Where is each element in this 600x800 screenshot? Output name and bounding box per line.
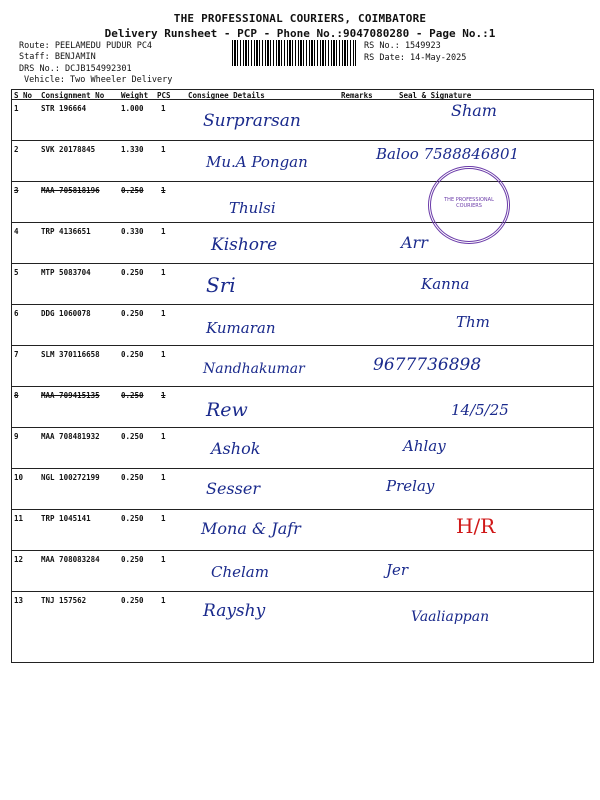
col-header-seal-signature: Seal & Signature [399,91,472,100]
row-7-signature: 9677736898 [373,355,482,375]
row-1-signature: Sham [451,101,497,120]
row-4-consignment: TRP 4136651 [41,227,91,236]
col-header-remarks: Remarks [341,91,373,100]
row-10-pcs: 1 [161,473,166,482]
barcode [232,40,356,66]
row-5-consignment: MTP 5083704 [41,268,91,277]
row-10-consignment: NGL 100272199 [41,473,100,482]
row-5-weight: 0.250 [121,268,144,277]
row-13-signature: Vaaliappan [411,609,490,625]
row-8-signature: 14/5/25 [451,401,509,419]
col-header-consignment: Consignment No [41,91,105,100]
row-2-weight: 1.330 [121,145,144,154]
row-8-pcs: 1 [161,391,166,400]
row-12-signature: Jer [386,561,409,579]
row-3-weight: 0.250 [121,186,144,195]
row-11-signature: H/R [456,514,496,538]
row-2-sno: 2 [14,145,19,154]
rs-number: RS No.: 1549923 [364,41,441,51]
row-7-consignment: SLM 370116658 [41,350,100,359]
row-6-weight: 0.250 [121,309,144,318]
row-1-consignment: STR 196664 [41,104,87,113]
row-2-signature: Baloo 7588846801 [376,145,520,163]
row-11-weight: 0.250 [121,514,144,523]
row-9-consignment: MAA 708481932 [41,432,100,441]
row-9-signature: Ahlay [403,437,446,455]
row-7-consignee-handwriting: Nandhakumar [203,361,305,377]
row-8-weight: 0.250 [121,391,144,400]
row-5-consignee-handwriting: Sri [206,273,236,297]
row-3-consignee-handwriting: Thulsi [229,199,276,217]
row-8-consignee-handwriting: Rew [206,399,248,421]
row-1-weight: 1.000 [121,104,144,113]
row-3-consignment: MAA 705818196 [41,186,100,195]
row-11-pcs: 1 [161,514,166,523]
row-9-pcs: 1 [161,432,166,441]
row-9-sno: 9 [14,432,19,441]
row-2-consignment: SVK 20178845 [41,145,96,154]
row-11-consignment: TRP 1045141 [41,514,91,523]
row-2-pcs: 1 [161,145,166,154]
row-12-consignment: MAA 708083284 [41,555,100,564]
vehicle-label: Vehicle: Two Wheeler Delivery [24,75,173,85]
row-11-consignee-handwriting: Mona & Jafr [201,519,301,538]
row-13-weight: 0.250 [121,596,144,605]
row-9-weight: 0.250 [121,432,144,441]
row-5-pcs: 1 [161,268,166,277]
row-10-sno: 10 [14,473,24,482]
row-9-consignee-handwriting: Ashok [211,439,261,458]
company-seal-stamp [428,166,510,244]
runsheet-table [11,89,594,663]
seal-text: THE PROFESSIONAL COURIERS [444,197,494,209]
row-13-pcs: 1 [161,596,166,605]
runsheet-subtitle: Delivery Runsheet - PCP - Phone No.:9047080280 - Page No.:1 [104,27,496,40]
row-7-pcs: 1 [161,350,166,359]
row-6-sno: 6 [14,309,19,318]
row-12-sno: 12 [14,555,24,564]
row-13-consignee-handwriting: Rayshy [203,601,266,621]
row-12-pcs: 1 [161,555,166,564]
row-6-pcs: 1 [161,309,166,318]
col-header-consignee: Consignee Details [188,91,265,100]
row-4-sno: 4 [14,227,19,236]
row-13-sno: 13 [14,596,24,605]
row-4-consignee-handwriting: Kishore [211,235,278,255]
row-3-sno: 3 [14,186,19,195]
row-1-pcs: 1 [161,104,166,113]
row-12-consignee-handwriting: Chelam [211,563,269,581]
row-7-weight: 0.250 [121,350,144,359]
row-10-weight: 0.250 [121,473,144,482]
row-6-consignment: DDG 1060078 [41,309,91,318]
row-13-consignment: TNJ 157562 [41,596,87,605]
rs-date: RS Date: 14-May-2025 [364,53,467,63]
row-6-signature: Thm [456,313,490,331]
col-header-pcs: PCS [157,91,171,100]
row-6-consignee-handwriting: Kumaran [206,319,276,337]
drs-number: DRS No.: DCJB154992301 [19,64,132,74]
row-12-weight: 0.250 [121,555,144,564]
route-label: Route: PEELAMEDU PUDUR PC4 [19,41,153,51]
company-title: THE PROFESSIONAL COURIERS, COIMBATORE [173,12,427,25]
col-header-weight: Weight [121,91,149,100]
row-5-signature: Kanna [421,275,470,293]
row-4-signature: Arr [401,233,428,252]
row-7-sno: 7 [14,350,19,359]
row-5-sno: 5 [14,268,19,277]
row-11-sno: 11 [14,514,24,523]
row-8-sno: 8 [14,391,19,400]
staff-label: Staff: BENJAMIN [19,52,96,62]
row-8-consignment: MAA 709415135 [41,391,100,400]
row-4-weight: 0.330 [121,227,144,236]
row-3-pcs: 1 [161,186,166,195]
row-10-consignee-handwriting: Sesser [206,479,260,498]
row-10-signature: Prelay [386,477,435,495]
row-1-consignee-handwriting: Surprarsan [203,111,301,131]
row-2-consignee-handwriting: Mu.A Pongan [206,153,308,171]
col-header-sno: S No [14,91,33,100]
row-4-pcs: 1 [161,227,166,236]
row-1-sno: 1 [14,104,19,113]
